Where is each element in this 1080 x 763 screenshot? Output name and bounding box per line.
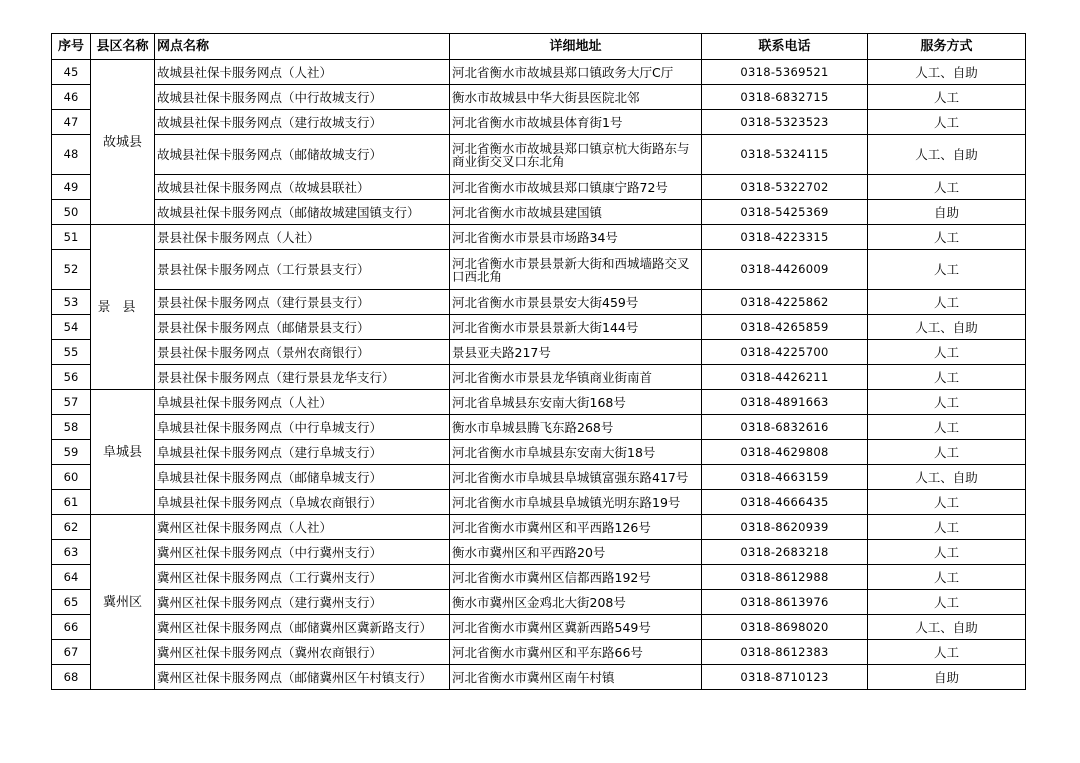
service-mode: 自助: [868, 665, 1026, 690]
outlet-address: 河北省衡水市故城县郑口镇康宁路72号: [450, 175, 702, 200]
outlet-name: 故城县社保卡服务网点（建行故城支行）: [155, 110, 450, 135]
header-phone: 联系电话: [702, 34, 868, 60]
table-row: [52, 565, 1026, 590]
outlet-address: 河北省衡水市冀州区南午村镇: [450, 665, 702, 690]
county-name: 冀州区: [91, 515, 155, 690]
row-number: 53: [52, 290, 91, 315]
row-number: 52: [52, 250, 91, 290]
outlet-name: 故城县社保卡服务网点（邮储故城建国镇支行）: [155, 200, 450, 225]
outlet-name: 故城县社保卡服务网点（人社）: [155, 60, 450, 85]
row-number: 61: [52, 490, 91, 515]
outlet-address: 河北省衡水市景县龙华镇商业街南首: [450, 365, 702, 390]
outlet-phone: 0318-8620939: [702, 515, 868, 540]
service-mode: 人工: [868, 175, 1026, 200]
service-mode: 人工: [868, 250, 1026, 290]
outlet-name: 阜城县社保卡服务网点（建行阜城支行）: [155, 440, 450, 465]
outlet-phone: 0318-8612383: [702, 640, 868, 665]
table-row: [52, 390, 1026, 415]
table-row: [52, 250, 1026, 290]
outlet-phone: 0318-5323523: [702, 110, 868, 135]
service-mode: 自助: [868, 200, 1026, 225]
row-number: 66: [52, 615, 91, 640]
service-mode: 人工: [868, 390, 1026, 415]
table-row: [52, 225, 1026, 250]
service-mode: 人工: [868, 415, 1026, 440]
outlet-phone: 0318-4891663: [702, 390, 868, 415]
county-name: 阜城县: [91, 390, 155, 515]
outlet-phone: 0318-5324115: [702, 135, 868, 175]
header-county: 县区名称: [91, 34, 155, 60]
outlet-address: 河北省衡水市冀州区和平东路66号: [450, 640, 702, 665]
outlet-phone: 0318-5369521: [702, 60, 868, 85]
outlet-address: 衡水市阜城县腾飞东路268号: [450, 415, 702, 440]
outlet-address: 河北省衡水市故城县郑口镇京杭大街路东与商业街交叉口东北角: [450, 135, 702, 175]
outlet-address: 河北省衡水市故城县郑口镇政务大厅C厅: [450, 60, 702, 85]
service-mode: 人工: [868, 340, 1026, 365]
row-number: 58: [52, 415, 91, 440]
table-row: [52, 440, 1026, 465]
outlet-name: 景县社保卡服务网点（人社）: [155, 225, 450, 250]
row-number: 68: [52, 665, 91, 690]
row-number: 47: [52, 110, 91, 135]
row-number: 59: [52, 440, 91, 465]
service-mode: 人工: [868, 225, 1026, 250]
outlet-address: 河北省衡水市冀州区和平西路126号: [450, 515, 702, 540]
row-number: 46: [52, 85, 91, 110]
table-header-row: [52, 34, 1026, 60]
outlet-phone: 0318-4629808: [702, 440, 868, 465]
outlet-name: 冀州区社保卡服务网点（建行冀州支行）: [155, 590, 450, 615]
outlet-address: 河北省衡水市景县景安大街459号: [450, 290, 702, 315]
outlet-address: 河北省衡水市故城县建国镇: [450, 200, 702, 225]
row-number: 55: [52, 340, 91, 365]
service-outlets-table: [51, 33, 1026, 690]
service-mode: 人工、自助: [868, 135, 1026, 175]
service-mode: 人工: [868, 110, 1026, 135]
outlet-name: 阜城县社保卡服务网点（中行阜城支行）: [155, 415, 450, 440]
table-row: [52, 60, 1026, 85]
table-row: [52, 85, 1026, 110]
header-no: 序号: [52, 34, 91, 60]
outlet-phone: 0318-4426211: [702, 365, 868, 390]
table-body: [52, 60, 1026, 690]
header-service: 服务方式: [868, 34, 1026, 60]
outlet-phone: 0318-8613976: [702, 590, 868, 615]
table-row: [52, 490, 1026, 515]
service-mode: 人工: [868, 290, 1026, 315]
service-mode: 人工: [868, 565, 1026, 590]
outlet-phone: 0318-8612988: [702, 565, 868, 590]
table-row: [52, 340, 1026, 365]
outlet-phone: 0318-6832616: [702, 415, 868, 440]
service-mode: 人工: [868, 440, 1026, 465]
outlet-name: 景县社保卡服务网点（建行景县龙华支行）: [155, 365, 450, 390]
table-row: [52, 315, 1026, 340]
table-row: [52, 640, 1026, 665]
outlet-name: 景县社保卡服务网点（邮储景县支行）: [155, 315, 450, 340]
row-number: 50: [52, 200, 91, 225]
outlet-name: 故城县社保卡服务网点（故城县联社）: [155, 175, 450, 200]
row-number: 67: [52, 640, 91, 665]
outlet-phone: 0318-4663159: [702, 465, 868, 490]
table-row: [52, 135, 1026, 175]
outlet-address: 河北省阜城县东安南大街168号: [450, 390, 702, 415]
outlet-address: 衡水市冀州区金鸡北大街208号: [450, 590, 702, 615]
service-mode: 人工: [868, 365, 1026, 390]
outlet-name: 景县社保卡服务网点（建行景县支行）: [155, 290, 450, 315]
outlet-name: 冀州区社保卡服务网点（冀州农商银行）: [155, 640, 450, 665]
table-row: [52, 415, 1026, 440]
outlet-name: 冀州区社保卡服务网点（中行冀州支行）: [155, 540, 450, 565]
table-row: [52, 290, 1026, 315]
outlet-name: 故城县社保卡服务网点（邮储故城支行）: [155, 135, 450, 175]
outlet-name: 阜城县社保卡服务网点（邮储阜城支行）: [155, 465, 450, 490]
table-row: [52, 365, 1026, 390]
table-row: [52, 540, 1026, 565]
service-mode: 人工: [868, 540, 1026, 565]
row-number: 51: [52, 225, 91, 250]
service-mode: 人工、自助: [868, 315, 1026, 340]
outlet-phone: 0318-5322702: [702, 175, 868, 200]
table-row: [52, 615, 1026, 640]
county-name: 故城县: [91, 60, 155, 225]
outlet-address: 衡水市冀州区和平西路20号: [450, 540, 702, 565]
outlet-name: 景县社保卡服务网点（景州农商银行）: [155, 340, 450, 365]
outlet-phone: 0318-4225862: [702, 290, 868, 315]
table-row: [52, 665, 1026, 690]
header-address: 详细地址: [450, 34, 702, 60]
service-mode: 人工: [868, 515, 1026, 540]
table-row: [52, 175, 1026, 200]
service-mode: 人工: [868, 640, 1026, 665]
outlet-address: 景县亚夫路217号: [450, 340, 702, 365]
outlet-address: 河北省衡水市阜城县东安南大街18号: [450, 440, 702, 465]
outlet-phone: 0318-8698020: [702, 615, 868, 640]
service-mode: 人工: [868, 85, 1026, 110]
outlet-address: 河北省衡水市阜城县阜城镇光明东路19号: [450, 490, 702, 515]
table-row: [52, 590, 1026, 615]
outlet-phone: 0318-4225700: [702, 340, 868, 365]
outlet-phone: 0318-4265859: [702, 315, 868, 340]
outlet-name: 冀州区社保卡服务网点（邮储冀州区午村镇支行）: [155, 665, 450, 690]
service-mode: 人工、自助: [868, 465, 1026, 490]
county-name: 景县: [91, 225, 155, 390]
service-mode: 人工: [868, 490, 1026, 515]
outlet-address: 河北省衡水市冀州区信都西路192号: [450, 565, 702, 590]
row-number: 60: [52, 465, 91, 490]
row-number: 49: [52, 175, 91, 200]
outlet-phone: 0318-6832715: [702, 85, 868, 110]
outlet-name: 阜城县社保卡服务网点（阜城农商银行）: [155, 490, 450, 515]
outlet-phone: 0318-5425369: [702, 200, 868, 225]
outlet-name: 冀州区社保卡服务网点（工行冀州支行）: [155, 565, 450, 590]
outlet-phone: 0318-4426009: [702, 250, 868, 290]
outlet-name: 景县社保卡服务网点（工行景县支行）: [155, 250, 450, 290]
outlet-address: 河北省衡水市景县景新大街和西城墙路交叉口西北角: [450, 250, 702, 290]
table-row: [52, 200, 1026, 225]
outlet-phone: 0318-8710123: [702, 665, 868, 690]
outlet-address: 衡水市故城县中华大街县医院北邻: [450, 85, 702, 110]
table-row: [52, 515, 1026, 540]
outlet-name: 冀州区社保卡服务网点（邮储冀州区冀新路支行）: [155, 615, 450, 640]
service-mode: 人工: [868, 590, 1026, 615]
table-row: [52, 110, 1026, 135]
outlet-phone: 0318-4223315: [702, 225, 868, 250]
row-number: 48: [52, 135, 91, 175]
service-mode: 人工、自助: [868, 615, 1026, 640]
outlet-name: 故城县社保卡服务网点（中行故城支行）: [155, 85, 450, 110]
header-name: 网点名称: [155, 34, 450, 60]
outlet-address: 河北省衡水市冀州区冀新西路549号: [450, 615, 702, 640]
row-number: 64: [52, 565, 91, 590]
row-number: 45: [52, 60, 91, 85]
table-row: [52, 465, 1026, 490]
outlet-address: 河北省衡水市阜城县阜城镇富强东路417号: [450, 465, 702, 490]
row-number: 56: [52, 365, 91, 390]
row-number: 65: [52, 590, 91, 615]
row-number: 57: [52, 390, 91, 415]
row-number: 62: [52, 515, 91, 540]
service-mode: 人工、自助: [868, 60, 1026, 85]
row-number: 54: [52, 315, 91, 340]
outlet-address: 河北省衡水市景县景新大街144号: [450, 315, 702, 340]
outlet-address: 河北省衡水市故城县体育街1号: [450, 110, 702, 135]
row-number: 63: [52, 540, 91, 565]
outlet-address: 河北省衡水市景县市场路34号: [450, 225, 702, 250]
outlet-name: 冀州区社保卡服务网点（人社）: [155, 515, 450, 540]
outlet-phone: 0318-4666435: [702, 490, 868, 515]
outlet-phone: 0318-2683218: [702, 540, 868, 565]
outlet-name: 阜城县社保卡服务网点（人社）: [155, 390, 450, 415]
